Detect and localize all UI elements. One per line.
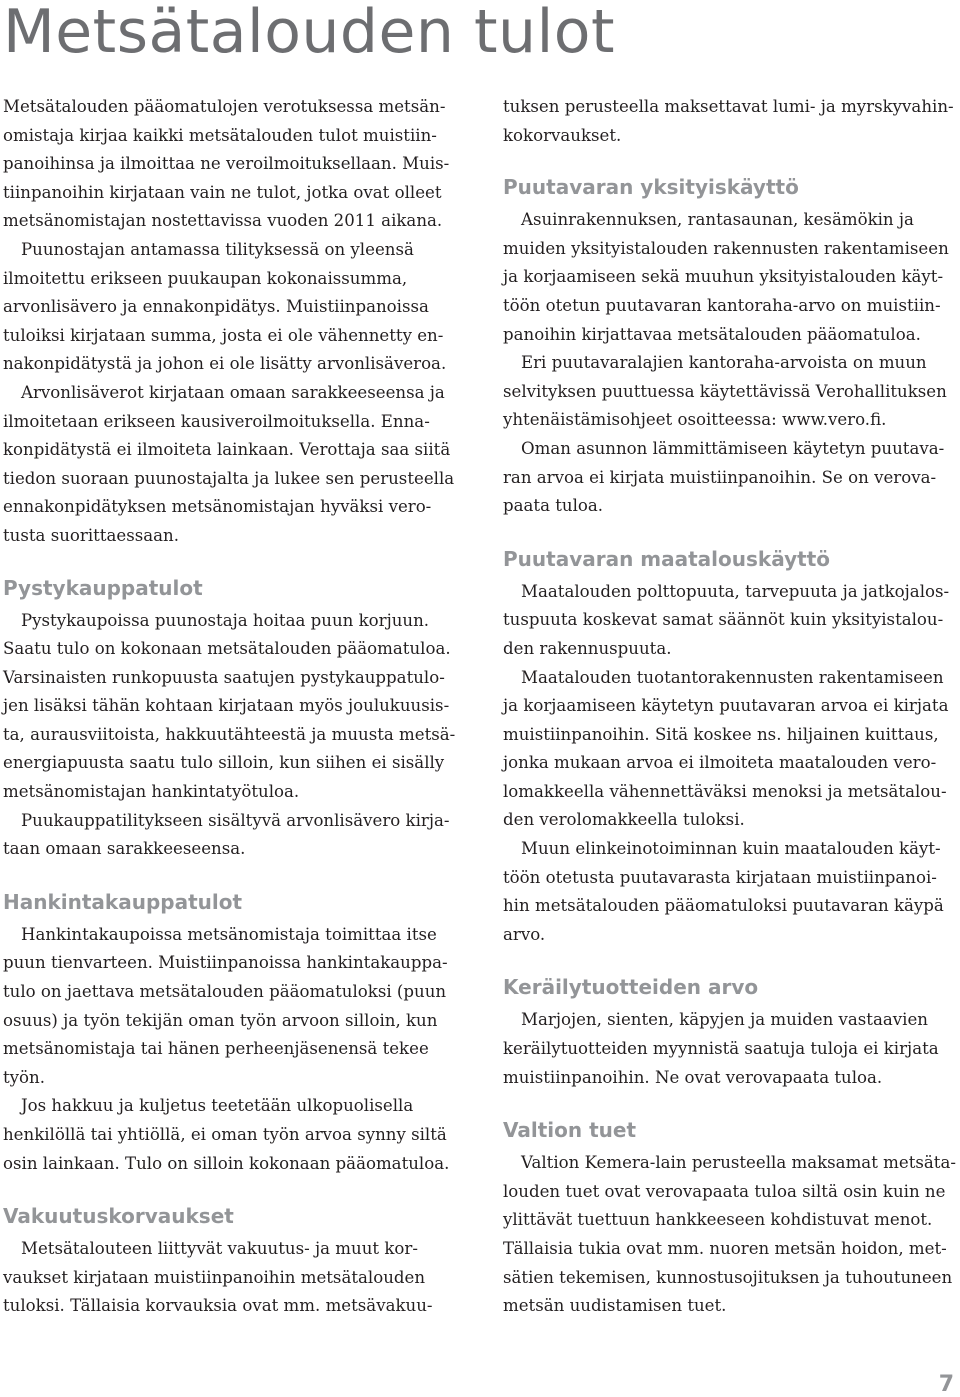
intro-line: tusta suorittaessaan. [3,525,179,545]
body-line: Asuinrakennuksen, rantasaunan, kesämökin ja [521,210,914,230]
body-line: tuksen perusteella maksettavat lumi- ja myrskyvahin- [503,97,954,116]
body-line: töön otetusta puutavarasta kirjataan muistiinpanoi- [503,867,937,887]
body-line: osin lainkaan. Tulo on silloin kokonaan pääomatuloa. [3,1153,450,1173]
intro-line: ennakonpidätyksen metsänomistajan hyväksi vero- [3,497,432,517]
body-line: jonka mukaan arvoa ei ilmoiteta maatalouden vero- [503,753,937,773]
intro-line: konpidätystä ei ilmoiteta lainkaan. Verottaja saa siitä [3,440,451,460]
body-line: Maatalouden polttopuuta, tarvepuuta ja jatkojalos- [521,581,950,601]
body-line: tuloksi. Tällaisia korvauksia ovat mm. metsävakuu- [3,1296,433,1316]
intro-line: Puunostajan antamassa tilityksessä on yleensä [21,239,414,259]
right-column [503,93,956,1321]
body-line: hin metsätalouden pääomatuloksi puutavaran käypä [503,896,944,916]
intro-line: tuloiksi kirjataan summa, josta ei ole vähennetty en- [3,325,444,345]
body-line: Varsinaisten runkopuusta saatujen pystykauppatulo- [3,667,445,687]
body-line: töön otetun puutavaran kantoraha-arvo on muistiin- [503,295,941,315]
body-line: muistiinpanoihin. Ne ovat verovapaata tuloa. [503,1067,883,1087]
body-line: lomakkeella vähennettäväksi menoksi ja metsätalou- [503,781,947,801]
body-line: puun tienvarteen. Muistiinpanoissa hankintakauppa- [3,953,448,973]
body-line: kokorvaukset. [503,125,622,145]
body-line: työn. [3,1067,45,1087]
body-line: vaukset kirjataan muistiinpanoihin metsätalouden [3,1267,426,1287]
section-heading-valtion-tuet: Valtion tuet [503,1118,637,1143]
body-line: keräilytuotteiden myynnistä saatuja tuloja ei kirjata [503,1039,939,1059]
body-line: metsänomistaja tai hänen perheenjäsenensä tekee [3,1039,429,1059]
body-line: Oman asunnon lämmittämiseen käytetyn puutava- [521,438,945,458]
section-heading-pystykauppatulot: Pystykauppatulot [3,575,203,600]
body-line: muiden yksityistalouden rakennusten rakentamiseen [503,238,949,258]
intro-line: ilmoitetaan erikseen kausiveroilmoituksella. Enna- [3,411,430,431]
body-line: arvo. [503,924,546,944]
body-line: ja korjaamiseen sekä muuhun yksityistalouden käyt- [503,267,944,287]
body-line: henkilöllä tai yhtiöllä, ei oman työn arvoa synny siltä [3,1125,447,1144]
body-line: osuus) ja työn tekijän oman työn arvoon silloin, kun [3,1010,438,1030]
intro-line: nakonpidätystä ja johon ei ole lisätty arvonlisäveroa. [3,354,447,374]
body-line: Hankintakaupoissa metsänomistaja toimittaa itse [21,924,437,944]
body-line: Puukauppatilitykseen sisältyvä arvonlisävero kirja- [21,810,450,830]
body-line: ran arvoa ei kirjata muistiinpanoihin. Se on verova- [503,467,937,487]
body-line: panoihin kirjattavaa metsätalouden pääomatuloa. [503,324,921,344]
body-line: Metsätalouteen liittyvät vakuutus- ja muut kor- [21,1239,418,1259]
section-heading-kerailytuotteiden-arvo: Keräilytuotteiden arvo [503,975,759,1000]
intro-line: arvonlisävero ja ennakonpidätys. Muistiinpanoissa [3,297,429,317]
body-line: Pystykaupoissa puunostaja hoitaa puun korjuun. [21,610,430,630]
section-heading-vakuutuskorvaukset: Vakuutuskorvaukset [3,1204,234,1229]
body-line: den rakennuspuuta. [503,638,672,658]
body-line: Muun elinkeinotoiminnan kuin maatalouden käyt- [521,839,941,859]
body-line: den verolomakkeella tuloksi. [503,810,745,830]
intro-line: tiedon suoraan puunostajalta ja lukee sen perusteella [3,468,455,488]
body-line: Eri puutavaralajien kantoraha-arvoista on muun [521,353,927,373]
section-heading-puutavaran-maatalouskaytto: Puutavaran maatalouskäyttö [503,546,830,571]
intro-line: Arvonlisäverot kirjataan omaan sarakkeeseensa ja [21,382,445,402]
body-line: sätien tekemisen, kunnostusojituksen ja tuhoutuneen [503,1267,953,1287]
body-line: ja korjaamiseen käytetyn puutavaran arvoa ei kirjata [503,696,949,716]
body-line: Jos hakkuu ja kuljetus teetetään ulkopuolisella [21,1096,414,1116]
body-line: Maatalouden tuotantorakennusten rakentamiseen [521,667,944,687]
body-line: muistiinpanoihin. Sitä koskee ns. hiljainen kuittaus, [503,724,939,744]
intro-line: panoihinsa ja ilmoittaa ne veroilmoituksellaan. Muis- [3,154,450,174]
section-heading-puutavaran-yksityiskaytto: Puutavaran yksityiskäyttö [503,175,799,200]
body-line: Saatu tulo on kokonaan metsätalouden pääomatuloa. [3,639,451,659]
body-line: Valtion Kemera-lain perusteella maksamat metsäta- [521,1153,956,1173]
body-line: tulo on jaettava metsätalouden pääomatuloksi (puun [3,982,447,1002]
body-line: energiapuusta saatu tulo silloin, kun siihen ei sisälly [3,753,445,773]
body-line: taan omaan sarakkeeseensa. [3,839,246,859]
body-line: yhtenäistämisohjeet osoitteessa: www.vero.fi. [503,410,887,430]
body-line: selvityksen puuttuessa käytettävissä Verohallituksen [503,381,947,401]
body-line: ylittävät tuettuun hankkeeseen kohdistuvat menot. [503,1210,933,1230]
body-line: tuspuuta koskevat samat säännöt kuin yksityistalou- [503,610,944,630]
body-line: paata tuloa. [503,496,604,516]
left-column [3,93,455,1321]
body-line: Tällaisia tukia ovat mm. nuoren metsän hoidon, met- [503,1239,947,1258]
body-line: jen lisäksi tähän kohtaan kirjataan myös joulukuusis- [3,696,450,716]
intro-line: Metsätalouden pääomatulojen verotuksessa metsän- [3,97,446,116]
body-line: louden tuet ovat verovapaata tuloa siltä osin kuin ne [503,1181,946,1201]
section-heading-hankintakauppatulot: Hankintakauppatulot [3,889,243,914]
body-line: ta, aurausviitoista, hakkuutähteestä ja muusta metsä- [3,724,456,744]
intro-line: tiinpanoihin kirjataan vain ne tulot, jotka ovat olleet [3,182,442,202]
intro-line: omistaja kirjaa kaikki metsätalouden tulot muistiin- [3,125,437,145]
page-title: Metsätalouden tulot [3,0,615,67]
body-line: Marjojen, sienten, käpyjen ja muiden vastaavien [521,1010,928,1030]
page-number: 7 [938,1372,954,1397]
intro-line: metsänomistajan nostettavissa vuoden 2011 aikana. [3,211,443,231]
body-line: metsänomistajan hankintatyötuloa. [3,782,300,802]
body-line: metsän uudistamisen tuet. [503,1296,727,1316]
intro-line: ilmoitettu erikseen puukaupan kokonaissumma, [3,268,408,288]
